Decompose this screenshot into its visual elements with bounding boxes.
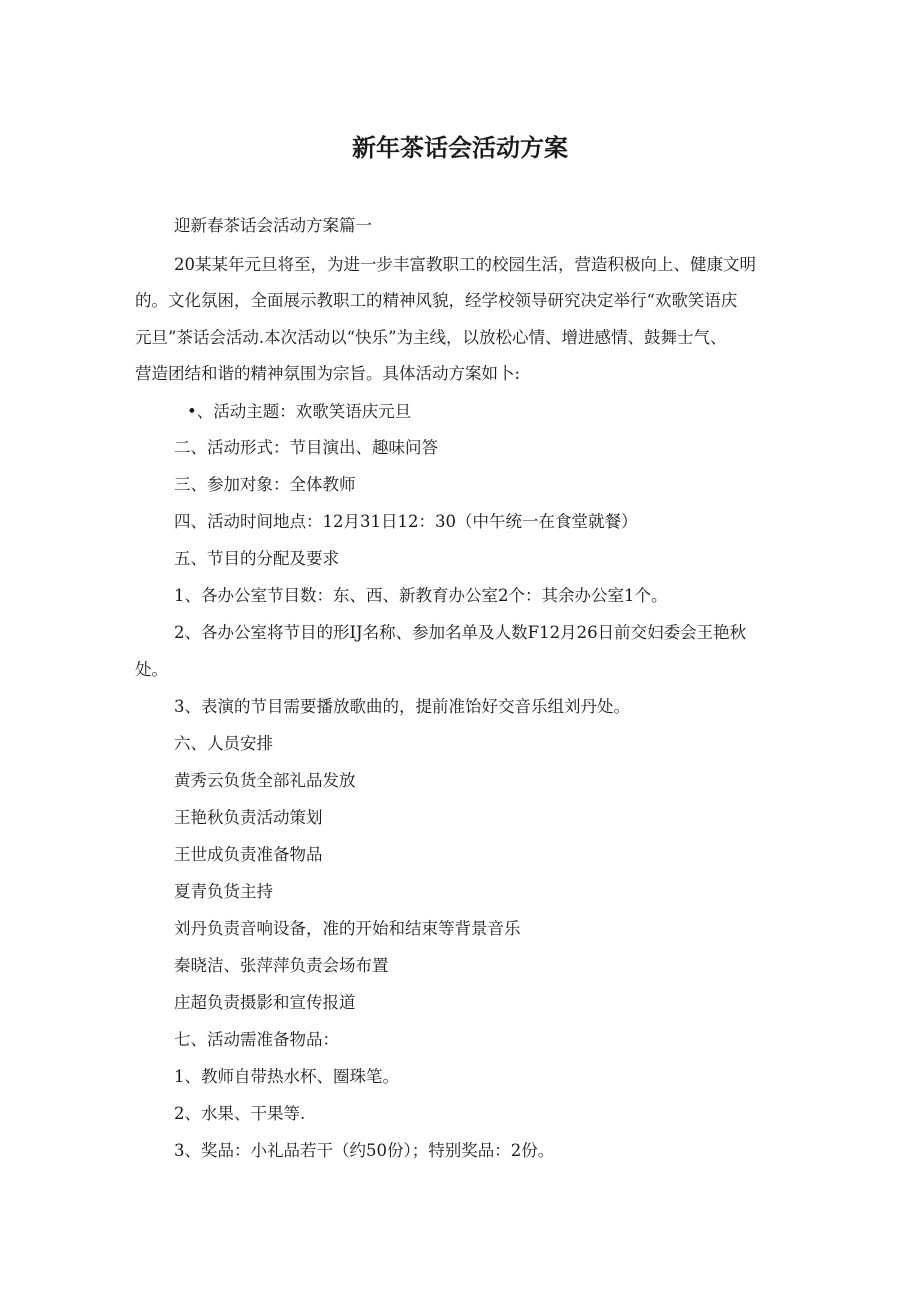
staff-line: 王艳秋负责活动策划 — [174, 808, 323, 827]
section-time-place: 四、活动时间地点：12月31日12：30（中午统一在食堂就餐） — [174, 512, 638, 531]
staff-line: 秦晓洁、张萍萍负责会场布置 — [174, 956, 389, 975]
document-title: 新年茶话会活动方案 — [352, 134, 568, 162]
program-requirement-3: 3、表演的节目需要播放歌曲的，提前准饴好交音乐组刘丹处。 — [174, 697, 630, 716]
supplies-item-1: 1、教师自带热水杯、圈珠笔。 — [174, 1067, 399, 1086]
intro-line-1: 20某某年元旦将至，为进一步丰富教职工的校园生活，营造积极向上、健康文明 — [174, 255, 756, 274]
staff-line: 刘丹负责音响设备，准的开始和结束等背景音乐 — [174, 919, 521, 938]
program-requirement-1: 1、各办公室节目数：东、西、新教育办公室2个：其余办公室1个。 — [174, 586, 668, 605]
intro-line-4: 营造团结和谐的精神氛围为宗旨。具体活动方案如卜: — [135, 364, 521, 383]
section-program-heading: 五、节目的分配及要求 — [174, 549, 339, 568]
staff-line: 黄秀云负货全部礼品发放 — [174, 771, 356, 790]
staff-line: 庄超负责摄影和宣传报道 — [174, 993, 356, 1012]
supplies-item-3: 3、奖品：小礼品若干（约50份）；特别奖品：2份。 — [174, 1141, 555, 1160]
program-requirement-2: 2、各办公室将节目的形IJ名称、参加名单及人数F12月26日前交妇委会王艳秋 — [174, 623, 747, 642]
section-participants: 三、参加对象：全体教师 — [174, 475, 356, 494]
program-requirement-2-cont: 处。 — [135, 660, 168, 679]
section-format: 二、活动形式：节目演出、趣味问答 — [174, 438, 438, 457]
intro-line-2: 的。文化氛困，全面展示教职工的精神风貌，经学校领导研究决定举行“欢歌笑语庆 — [135, 291, 738, 310]
section-supplies-heading: 七、活动需准备物品： — [174, 1030, 339, 1049]
supplies-item-2: 2、水果、干果等. — [174, 1104, 306, 1123]
staff-line: 王世成负责准备物品 — [174, 845, 323, 864]
intro-line-3: 元旦”茶话会活动.本次活动以“快乐”为主线，以放松心情、增进感情、鼓舞士气、 — [135, 328, 727, 347]
document-subtitle: 迎新春茶话会活动方案篇一 — [174, 216, 372, 235]
staff-line: 夏青负货主持 — [174, 882, 273, 901]
section-staff-heading: 六、人员安排 — [174, 734, 273, 753]
section-theme: •、活动主题：欢歌笑语庆元旦 — [187, 402, 412, 421]
